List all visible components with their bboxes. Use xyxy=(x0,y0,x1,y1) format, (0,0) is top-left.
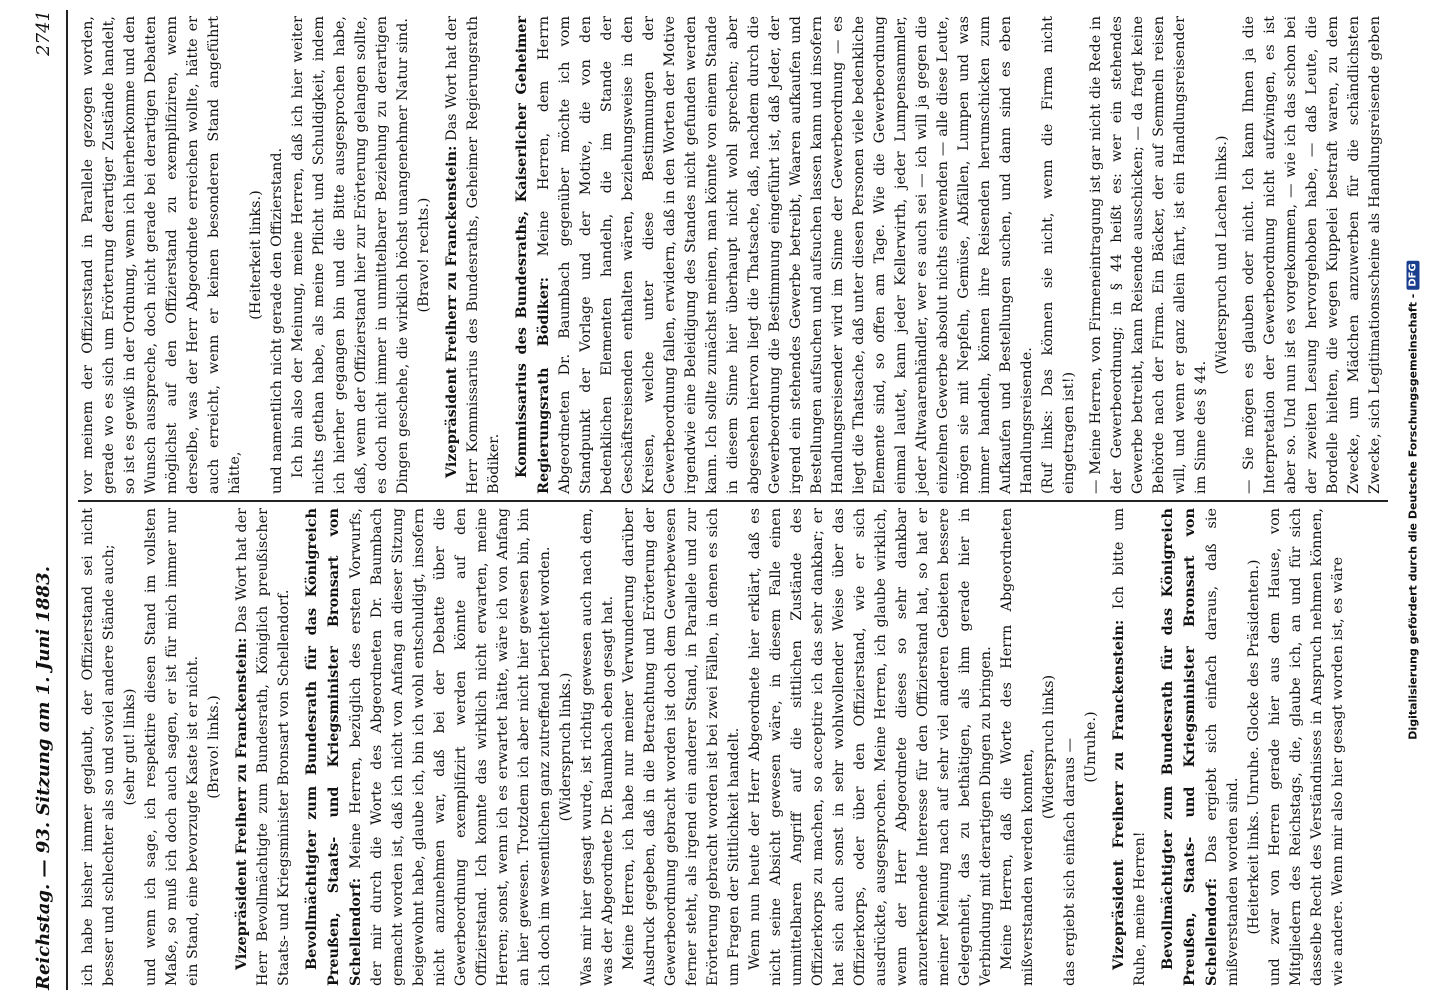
paragraph-text: Das Wort hat der Herr Bevollmächtigte zum Bundesrath, Königlich preußischer Staats- und Kriegsminister Bronsart von Schellendorf. xyxy=(234,508,292,986)
columns xyxy=(78,10,1388,990)
paragraph xyxy=(1108,508,1151,986)
digitization-note xyxy=(1407,260,1420,739)
digitization-text: Digitalisierung gefördert durch die Deutsche Forschungsgemeinschaft - xyxy=(1406,293,1420,740)
paragraph xyxy=(1086,16,1212,494)
speaker-name: Vizepräsident Freiherr zu Franckenstein: xyxy=(443,145,460,478)
paragraph-text: und namentlich nicht gerade den Offizierstand. xyxy=(269,147,285,494)
paragraph xyxy=(414,16,435,494)
paragraph xyxy=(78,16,246,494)
paragraph-text: und wenn ich sage, ich respektire diesen Stand im vollsten Maße, so muß ich doch auch sagen, er ist für mich immer nur ein Stand, eine bevorzugte Kaste ist er nicht. xyxy=(143,508,201,986)
paragraph-text: Meine Herren, dem Herrn Abgeordneten Dr. Baumbach gegenüber möchte ich vom Standpunkt der Vorlage und der Motive, die von den bedenklichen Elementen handeln, die im Stande der Geschäftsreisenden enthalten wären, beziehungsweise in den Kreisen, welche unter diese Bestimmungen der Gewerbeordnung fallen, erwidern, daß in den Worten der Motive irgendwie eine Beleidigung des Standes nicht gefunden werden kann. Ich sollte zunächst meinen, man könnte von einem Stande in diesem Sinne hier überhaupt nicht wohl sprechen; aber abgesehen hiervon liegt die Thatsache, daß, nachdem durch die Gewerbeordnung die Bestimmung eingeführt ist, daß Jeder, der irgend ein stehendes Gewerbe betreibt, Waaren aufkaufen und Bestellungen aufsuchen und aufsuchen lassen kann und insofern Handlungsreisender wird im Sinne der Gewerbeordnung — es liegt die Thatsache, daß unter diesen Personen viele bedenkliche Elemente sind, so offen am Tage. Wie die Gewerbeordnung einmal lautet, kann jeder Kellerwirth, jeder Lumpensammler, jeder Altwaarenhändler, wer es auch sei — ich will ja gegen die einzelnen Gewerbe absolut nichts einwenden — alle diese Leute, mögen sie mit Nepfeln, Gemüse, Abfällen, Lumpen und was immer handeln, können ihre Reisenden herumschicken zum Aufkaufen und Bestellungen suchen, und dann sind es eben Handlungsreisende. xyxy=(536,16,1035,494)
paragraph-text: das ergiebt sich einfach daraus — xyxy=(1062,738,1078,986)
paragraph-text: (sehr gut! links) xyxy=(122,688,138,806)
paragraph-text: Meine Herren, ich habe nur meiner Verwunderung darüber Ausdruck gegeben, daß in die Betrachtung und Erörterung der Gewerbeordnung gebracht worden ist doch dem Gewerbewesen ferner steht, als irgend ein anderer Stand, in Parallele und zur Erörterung gebracht worden ist bei zwei Fällen, in denen es sich um Fragen der Sittlichkeit handelt. xyxy=(621,508,742,986)
paragraph-text: (Heiterkeit links. Unruhe. Glocke des Präsidenten.) xyxy=(1246,559,1262,935)
page-title: Reichstag. — 93. Sitzung am 1. Juni 1883. xyxy=(32,566,54,990)
column-left xyxy=(78,504,1388,990)
paragraph xyxy=(745,508,997,986)
speaker-name: Vizepräsident Freiherr zu Franckenstein: xyxy=(233,637,250,970)
paragraph xyxy=(1212,16,1233,494)
paragraph-text: vor meinem der Offizierstand in Parallele gezogen worden, gerade wo es sich um Erörterung derartiger Zustände handelt, so ist es gewiß in der Ordnung, wenn ich hierherkomme und den Wunsch ausspreche, doch nicht gerade bei derartigen Debatten möglichst auf den Offizierstand zu exemplifiziren, wenn derselbe, was der Herr Abgeordnete erreichen wollte, hätte er auch erreicht, wenn er keinen besonderen Stand angeführt hätte, xyxy=(80,16,243,494)
speaker-name: Bevollmächtigter zum Bundesrath für das Königreich Preußen, Staats- und Kriegsminister Bronsart von Schellendorf: xyxy=(303,508,364,986)
paragraph xyxy=(141,508,204,986)
column-divider xyxy=(78,500,1388,502)
paragraph-text: Das ergiebt sich einfach daraus, daß sie mißverstanden worden sind. xyxy=(1204,508,1241,986)
speaker-name: Kommissarius des Bundesraths, Kaiserlicher Geheimer Regierungsrath Bödiker: xyxy=(513,16,552,494)
paragraph xyxy=(267,16,288,494)
paragraph xyxy=(441,16,505,494)
paragraph xyxy=(246,16,267,494)
paragraph xyxy=(1265,508,1349,986)
paragraph xyxy=(1239,16,1388,494)
paragraph-text: (Unruhe.) xyxy=(1083,711,1099,783)
paragraph xyxy=(204,508,225,986)
paragraph-text: (Heiterkeit links.) xyxy=(248,190,264,320)
paragraph xyxy=(556,508,577,986)
paragraph-text: und zwar von Herren gerade hier aus dem Hause, von Mitgliedern des Reichstags, die, glaube ich, an und für sich dasselbe Recht des Verständnisses in Anspruch nehmen können, wie andere. Wenn mir also hier gesagt worden ist, es wäre xyxy=(1267,508,1346,986)
paragraph-text: — Meine Herren, von Firmeneintragung ist gar nicht die Rede in der Gewerbeordnung; in § 44 heißt es: wer ein stehendes Gewerbe betreibt, kann Reisende ausschicken; — da fragt keine Behörde nach der Firma. Ein Bäcker, der auf Semmeln reisen will, und wenn er ganz allein fährt, ist ein Handlungsreisender im Sinne des § 44. xyxy=(1088,16,1209,494)
paragraph xyxy=(231,508,295,986)
paragraph xyxy=(1157,508,1244,986)
paragraph-text: (Widerspruch und Lachen links.) xyxy=(1214,135,1230,375)
paragraph-text: (Widerspruch links.) xyxy=(558,672,574,822)
paragraph xyxy=(120,508,141,986)
paragraph xyxy=(288,16,414,494)
paragraph-text: Ich bitte um Ruhe, meine Herren! xyxy=(1111,508,1148,986)
speaker-name: Vizepräsident Freiherr zu Franckenstein: xyxy=(1110,619,1127,970)
paragraph-text: Meine Herren, bezüglich des ersten Vorwurfs, der mir durch die Worte des Abgeordneten Dr. Baumbach gemacht worden ist, daß ich nicht von Anfang an dieser Sitzung beigewohnt habe, glaube ich, bin ich wohl entschuldigt, insofern nicht anzunehmen war, daß bei der Debatte über die Gewerbeordnung exemplifizirt werden könnte auf den Offizierstand. Ich konnte das wirklich nicht erwarten, meine Herren; sonst, wenn ich es erwartet hätte, wäre ich von Anfang an hier gewesen. Trotzdem ich aber nicht hier gewesen bin, bin ich doch im wesentlichen ganz zutreffend berichtet worden. xyxy=(348,508,553,986)
paragraph xyxy=(1060,508,1081,986)
paragraph-text: (Ruf links: Das können sie nicht, wenn die Firma nicht eingetragen ist!) xyxy=(1040,16,1077,494)
paragraph-text: Ich bin also der Meinung, meine Herren, daß ich hier weiter nichts gethan habe, als meine Pflicht und Schuldigkeit, indem ich hierher gegangen bin und die Bitte ausgesprochen habe, daß, wenn der Offizierstand hier zur Erörterung gelangen sollte, es doch nicht immer in unmittelbarer Beziehung zu derartigen Dingen geschehe, die wirklich höchst unangenehmer Natur sind. xyxy=(290,16,411,494)
paragraph xyxy=(577,508,619,986)
speaker-name: Bevollmächtigter zum Bundesrath für das Königreich Preußen, Staats- und Kriegsminister Bronsart von Schellendorf: xyxy=(1159,508,1220,986)
paragraph-text: — Sie mögen es glauben oder nicht. Ich kann Ihnen ja die Interpretation der Gewerbeordnung nicht aufzwingen, es ist aber so. Und nun ist es vorgekommen, — wie ich das schon bei der zweiten Lesung hervorgehoben habe, — daß Leute, die Bordelle hielten, die wegen Kuppelei bestraft waren, zu dem Zwecke, um Mädchen anzuwerben für die schändlichsten Zwecke, sich Legitimationsscheine als Handlungsreisende geben xyxy=(1241,16,1383,494)
paragraph xyxy=(511,16,1038,494)
rotated-page xyxy=(20,10,1392,990)
paragraph-text: Was mir hier gesagt wurde, ist richtig gewesen auch nach dem, was der Abgeordnete Dr. Baumbach eben gesagt hat. xyxy=(579,508,616,986)
page-number: 2741 xyxy=(32,10,54,56)
paragraph-text: Das Wort hat der Herr Kommissarius des Bundesraths, Geheimer Regierungsrath Bödiker. xyxy=(444,16,502,494)
paragraph xyxy=(1039,508,1060,986)
paragraph-text: (Bravo! rechts.) xyxy=(416,197,432,313)
paragraph-text: Meine Herren, daß die Worte des Herrn Abgeordneten mißverstanden werden konnten, xyxy=(999,508,1036,986)
paragraph xyxy=(78,508,120,986)
paragraph-text: Wenn nun heute der Herr Abgeordnete hier erklärt, daß es nicht seine Absicht gewesen wäre, in diesem Falle einen unmittelbaren Angriff auf die sittlichen Zustände des Offizierkorps zu machen, so acceptire ich das sehr dankbar; er hat sich auch sonst in sehr wohlwollender Weise über das Offizierkorps, oder über den Offizierstand, wie er sich ausdrückte, ausgesprochen. Meine Herren, ich glaube wirklich, wenn der Herr Abgeordnete dieses so sehr dankbar anzuerkennende Interesse für den Offizierstand hat, so hat er meiner Meinung nach auf sehr viel anderen Gebieten bessere Gelegenheit, das zu bethätigen, als ihm gerade hier in Verbindung mit derartigen Dingen zu bringen. xyxy=(747,508,994,986)
paragraph-text: (Bravo! links.) xyxy=(206,695,222,799)
paragraph xyxy=(997,508,1039,986)
paragraph xyxy=(619,508,745,986)
paragraph xyxy=(1038,16,1080,494)
dfg-logo: DFG xyxy=(1407,260,1420,289)
column-right xyxy=(78,12,1388,498)
page-header xyxy=(20,10,68,990)
paragraph xyxy=(1081,508,1102,986)
paragraph-text: (Widerspruch links) xyxy=(1041,674,1057,820)
paragraph xyxy=(301,508,556,986)
paragraph xyxy=(1244,508,1265,986)
paragraph-text: ich habe bisher immer geglaubt, der Offizierstand sei nicht besser und schlechter als so und soviel andere Stände auch; xyxy=(80,508,117,986)
